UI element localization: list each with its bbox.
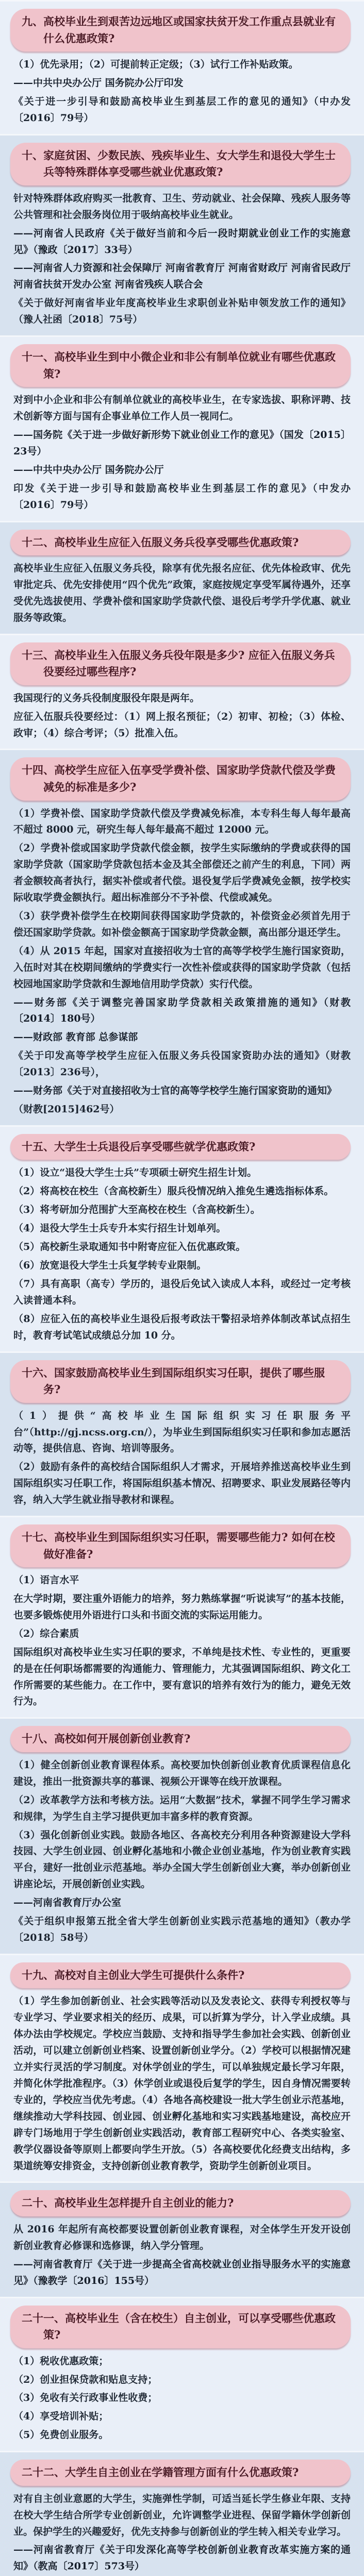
- answer-line: ——河南省教育厅《关于进一步提高全省高校就业创业指导服务水平的实施意见》（豫教学〔2016〕155号）: [13, 2258, 351, 2286]
- answer-block: [13, 1408, 351, 1509]
- answer-line: （1）税收优惠政策；: [13, 2355, 109, 2367]
- qa-section: [0, 1125, 364, 1351]
- answer-line: （2）将高校在校生（含高校新生）服兵役情况纳入推免生遴选指标体系。: [13, 1185, 334, 1197]
- answer-line: （1）优先录用；（2）可提前转正定级；（3）试行工作补贴政策。: [13, 59, 299, 71]
- answer-line: （8）应征入伍的高校毕业生退役后报考政法干警招录培养体制改革试点招生时，教育考试笔试成绩总分加 10 分。: [13, 1313, 351, 1341]
- question-pill: 十七、高校毕业生到国际组织实习任职，需要哪些能力? 如何在校做好准备?: [10, 1524, 351, 1567]
- answer-line: （2）鼓励有条件的高校结合国际组织人才需求，开展培养推送高校毕业生到国际组织实习任职工作，将国际组织基本情况、招聘要求、职业发展路径等内容，纳入大学生就业指导教材和课程。: [13, 1461, 351, 1506]
- question-pill: 二十二、大学生自主创业在学籍管理方面有什么优惠政策?: [10, 2460, 351, 2486]
- answer-line: 应征入伍服兵役要经过：（1）网上报名预征；（2）初审、初检；（3）体检、政审；（4）综合考评；（5）批准入伍。: [13, 710, 351, 739]
- question-pill: 十、家庭贫困、少数民族、残疾毕业生、女大学生和退役大学生士兵等特殊群体享受哪些就业优惠政策?: [10, 143, 351, 185]
- qa-section: [0, 2297, 364, 2451]
- answer-line: （1）语言水平: [13, 1574, 79, 1586]
- answer-line: 从 2016 年起所有高校都要设置创新创业教育课程，对全体学生开发开设创新创业教育必修课和选修课，纳入学分管理。: [13, 2223, 351, 2251]
- answer-line: （7）具有高职（高专）学历的，退役后免试入读成人本科，或经过一定考核入读普通本科。: [13, 1278, 351, 1306]
- answer-line: ——河南省教育厅《关于印发深化高等学校创新创业教育改革实施方案的通知》（教高〔2017〕573号）: [13, 2544, 351, 2572]
- answer-line: （1）提供“高校毕业生国际组织实习任职服务平台”（http://gj.ncss.org.cn/），为毕业生到国际组织实习任职和参加志愿活动等，提供信息、咨询、培训等服务。: [13, 1410, 351, 1454]
- answer-line: 针对特殊群体政府购买一批教育、卫生、劳动就业、社会保障、残疾人服务等公共管理和社会服务岗位用于吸纳高校毕业生就业。: [13, 192, 351, 221]
- qa-section: [0, 134, 364, 335]
- answer-block: [13, 806, 351, 1118]
- question-pill: 十六、国家鼓励高校毕业生到国际组织实习任职，提供了哪些服务?: [10, 1360, 351, 1403]
- answer-line: 《关于组织申报第五批全省大学生创新创业实践示范基地的通知》（教办学〔2018〕58号）: [13, 1916, 351, 1943]
- answer-block: [13, 2222, 351, 2290]
- answer-line: ——财务部《关于对直接招收为士官的高等学校学生施行国家资助的通知》: [13, 1085, 337, 1097]
- qa-section: [0, 1717, 364, 1954]
- question-pill: 九、高校毕业生到艰苦边远地区或国家扶贫开发工作重点县就业有什么优惠政策?: [10, 9, 351, 52]
- answer-line: 印发《关于进一步引导和鼓励高校毕业生到基层工作的意见》（中发办〔2016〕79号）: [13, 482, 351, 511]
- answer-line: （3）获学费补偿学生在校期间获得国家助学贷款的，补偿资金必须首先用于偿还国家助学贷款。如补偿金额高于国家助学贷款金额，高出部分退还学生。: [13, 910, 351, 938]
- question-pill: 十三、高校毕业生入伍服义务兵役年限是多少? 应征入伍服义务兵役要经过哪些程序?: [10, 642, 351, 685]
- answer-line: 在大学时期，要注重外语能力的培养，努力熟练掌握“听说读写”的基本技能，也要多锻炼使用外语进行口头和书面交流的实际运用能力。: [13, 1593, 351, 1621]
- qa-section: [0, 2181, 364, 2296]
- answer-block: [13, 2491, 351, 2575]
- answer-line: （3）免收有关行政事业性收费；: [13, 2392, 158, 2404]
- answer-line: 高校毕业生应征入伍服义务兵役，除享有优先报名应征、优先体检政审、优先审批定兵、优先安排使用“四个优先”政策，家庭按规定享受军属待遇外，还享受优先选拔使用、学费补偿和国家助学贷款代偿、退役后考学升学优惠、就业服务等政策。: [13, 563, 351, 623]
- answer-line: （5）免费创业服务。: [13, 2429, 109, 2441]
- answer-line: （5）高校新生录取通知书中附寄应征入伍优惠政策。: [13, 1241, 246, 1253]
- answer-block: [13, 561, 351, 626]
- answer-block: [13, 1165, 351, 1344]
- qa-section: [0, 2451, 364, 2576]
- qa-section: [0, 1351, 364, 1516]
- answer-line: （财教[2015]462号）: [13, 1103, 120, 1115]
- qa-section: [0, 335, 364, 520]
- qa-section: [0, 0, 364, 134]
- answer-line: （1）设立“退役大学生士兵”专项硕士研究生招生计划。: [13, 1167, 257, 1179]
- answer-block: [13, 1993, 351, 2174]
- answer-line: （4）退役大学生士兵专升本实行招生计划单列。: [13, 1223, 226, 1234]
- answer-line: （2）学费补偿或国家助学贷款代偿金额，按学生实际缴纳的学费或获得的国家助学贷款（国家助学贷款包括本金及其全部偿还之前产生的利息，下同）两者金额较高者执行，据实补偿或者代偿。退役复学后学费减免金额，按学校实际收取学费金额执行。超出标准部分不予补偿、代偿或减免。: [13, 842, 351, 904]
- answer-line: 《关于做好河南省毕业年度高校毕业生求职创业补贴申领发放工作的通知》（豫人社函〔2018〕75号）: [13, 297, 351, 326]
- qa-section: [0, 749, 364, 1125]
- answer-line: （2）创业担保贷款和贴息支持；: [13, 2374, 158, 2385]
- answer-line: （3）强化创新创业实践。鼓励各地区、各高校充分利用各种资源建设大学科技园、大学生创业园、创业孵化基地和小微企业创业基地，作为创业教育实践平台，建好一批创业示范基地。举办全国大学生创新创业大赛，举办创新创业讲座论坛，开展创新创业实践。: [13, 1829, 351, 1890]
- answer-block: [13, 392, 351, 513]
- answer-line: ——国务院《关于进一步做好新形势下就业创业工作的意见》（国发〔2015〕23号）: [13, 429, 351, 457]
- answer-line: ——河南省教育厅办公室: [13, 1897, 122, 1909]
- qa-section: [0, 1516, 364, 1717]
- answer-line: （1）健全创新创业教育课程体系。高校要加快创新创业教育优质课程信息化建设，推出一批资源共享的慕课、视频公开课等在线开放课程。: [13, 1759, 351, 1787]
- question-pill: 十八、高校如何开展创新创业教育?: [10, 1726, 351, 1752]
- answer-line: （6）放宽退役大学生士兵复学转专业限制。: [13, 1259, 207, 1271]
- answer-line: （4）享受培训补贴；: [13, 2411, 109, 2422]
- answer-line: （1）学生参加创新创业、社会实践等活动以及发表论文、获得专利授权等与专业学习、学业要求相关的经历、成果，可以折算为学分，计入学业成绩。具体办法由学校规定。学校应当鼓励、支持和指导学生参加社会实践、创新创业活动，可以建立创新创业档案、设置创新创业学分。（2）学校可以根据情况建立并实行灵活的学习制度。对休学创业的学生，可以单独规定最长学习年限，并简化休学批准程序。（3）休学创业或退役后复学的学生，因自身情况需要转专业的，学校应当优先考虑。（4）各地各高校建设一批大学生创业示范基地，继续推动大学科技园、创业园、创业孵化基地和实习实践基地建设，高校应开辟专门场地用于学生创新创业实践活动，教育部工程研究中心、各类实验室、教学仪器设备等原则上都要向学生开放。（5）各高校要优化经费支出结构，多渠道统筹安排资金，支持创新创业教育教学，资助学生创新创业项目。: [13, 1995, 351, 2172]
- qa-section: [0, 634, 364, 749]
- answer-line: 对到中小企业和非公有制单位就业的高校毕业生，在专家选拔、职称评聘、技术创新等方面与国有企事业单位工作人员一视同仁。: [13, 394, 351, 422]
- answer-line: ——财政部 教育部 总参谋部: [13, 1031, 138, 1043]
- answer-line: ——中共中央办公厅 国务院办公厅: [13, 464, 164, 476]
- answer-block: [13, 1572, 351, 1710]
- question-pill: 二十、高校毕业生怎样提升自主创业的能力?: [10, 2190, 351, 2216]
- answer-block: [13, 2353, 351, 2444]
- answer-line: 《关于进一步引导和鼓励高校毕业生到基层工作的意见的通知》（中办发〔2016〕79号）: [13, 95, 351, 124]
- question-pill: 二十一、高校毕业生（含在校生）自主创业，可以享受哪些优惠政策?: [10, 2306, 351, 2348]
- answer-line: （1）学费补偿、国家助学贷款代偿及学费减免标准，本专科生每人每年最高不超过 8000 元，研究生每人每年最高不超过 12000 元。: [13, 807, 351, 836]
- answer-line: 《关于印发高等学校学生应征入伍服义务兵役国家资助办法的通知》（财教〔2013〕236号），: [13, 1050, 351, 1078]
- question-pill: 十五、大学生士兵退役后享受哪些就学优惠政策?: [10, 1134, 351, 1160]
- answer-line: ——河南省人民政府《关于做好当前和今后一段时期就业创业工作的实施意见》（豫政〔2017〕33号）: [13, 227, 351, 256]
- question-pill: 十二、高校毕业生应征入伍服义务兵役享受哪些优惠政策?: [10, 530, 351, 556]
- question-pill: 十一、高校毕业生到中小微企业和非公有制单位就业有哪些优惠政策?: [10, 344, 351, 387]
- answer-line: （2）改革教学方法和考核方法。运用“大数据”技术，掌握不同学生学习需求和规律，为学生自主学习提供更加丰富多样的教育资源。: [13, 1794, 351, 1822]
- answer-line: （3）将考研加分范围扩大至高校在校生（含高校新生）。: [13, 1204, 260, 1216]
- qa-section: [0, 521, 364, 634]
- answer-line: 国际组织对高校毕业生实习任职的要求，不单纯是技术性、专业性的，更重要的是在任何职场都需要的沟通能力、管理能力，尤其强调国际组织、跨文化工作所需要的某些能力。在工作中，要有意识的培养有效行为的能力，避免无效行为。: [13, 1646, 351, 1707]
- answer-line: （2）综合素质: [13, 1628, 79, 1639]
- qa-section: [0, 1954, 364, 2182]
- question-pill: 十九、高校对自主创业大学生可提供什么条件?: [10, 1962, 351, 1989]
- answer-line: ——中共中央办公厅 国务院办公厅印发: [13, 77, 184, 89]
- answer-block: [13, 191, 351, 328]
- answer-block: [13, 57, 351, 127]
- answer-line: 对有自主创业意愿的大学生，实施弹性学制，可适当延长学生修业年限、支持在校大学生结合所学专业创新创业，允许调整学业进程、保留学籍休学创新创业。保护学生的兴趣爱好，优先支持参与创新创业的学生转入相关专业学习。: [13, 2493, 351, 2537]
- question-pill: 十四、高校学生应征入伍享受学费补偿、国家助学贷款代偿及学费减免的标准是多少?: [10, 757, 351, 800]
- answer-line: （4）从 2015 年起，国家对直接招收为士官的高等学校学生施行国家资助，入伍时对其在校期间缴纳的学费实行一次性补偿或获得的国家助学贷款（包括校园地国家助学贷款和生源地信用助学贷款）实行代偿。: [13, 945, 351, 990]
- answer-line: ——财务部《关于调整完善国家助学贷款相关政策措施的通知》（财教〔2014〕180号）: [13, 996, 351, 1025]
- answer-block: [13, 1757, 351, 1946]
- answer-line: 我国现行的义务兵役制度服役年限是两年。: [13, 692, 200, 704]
- answer-block: [13, 690, 351, 742]
- answer-line: ——河南省人力资源和社会保障厅 河南省教育厅 河南省财政厅 河南省民政厅 河南省扶贫开发办公室 河南省残疾人联合会: [13, 262, 351, 291]
